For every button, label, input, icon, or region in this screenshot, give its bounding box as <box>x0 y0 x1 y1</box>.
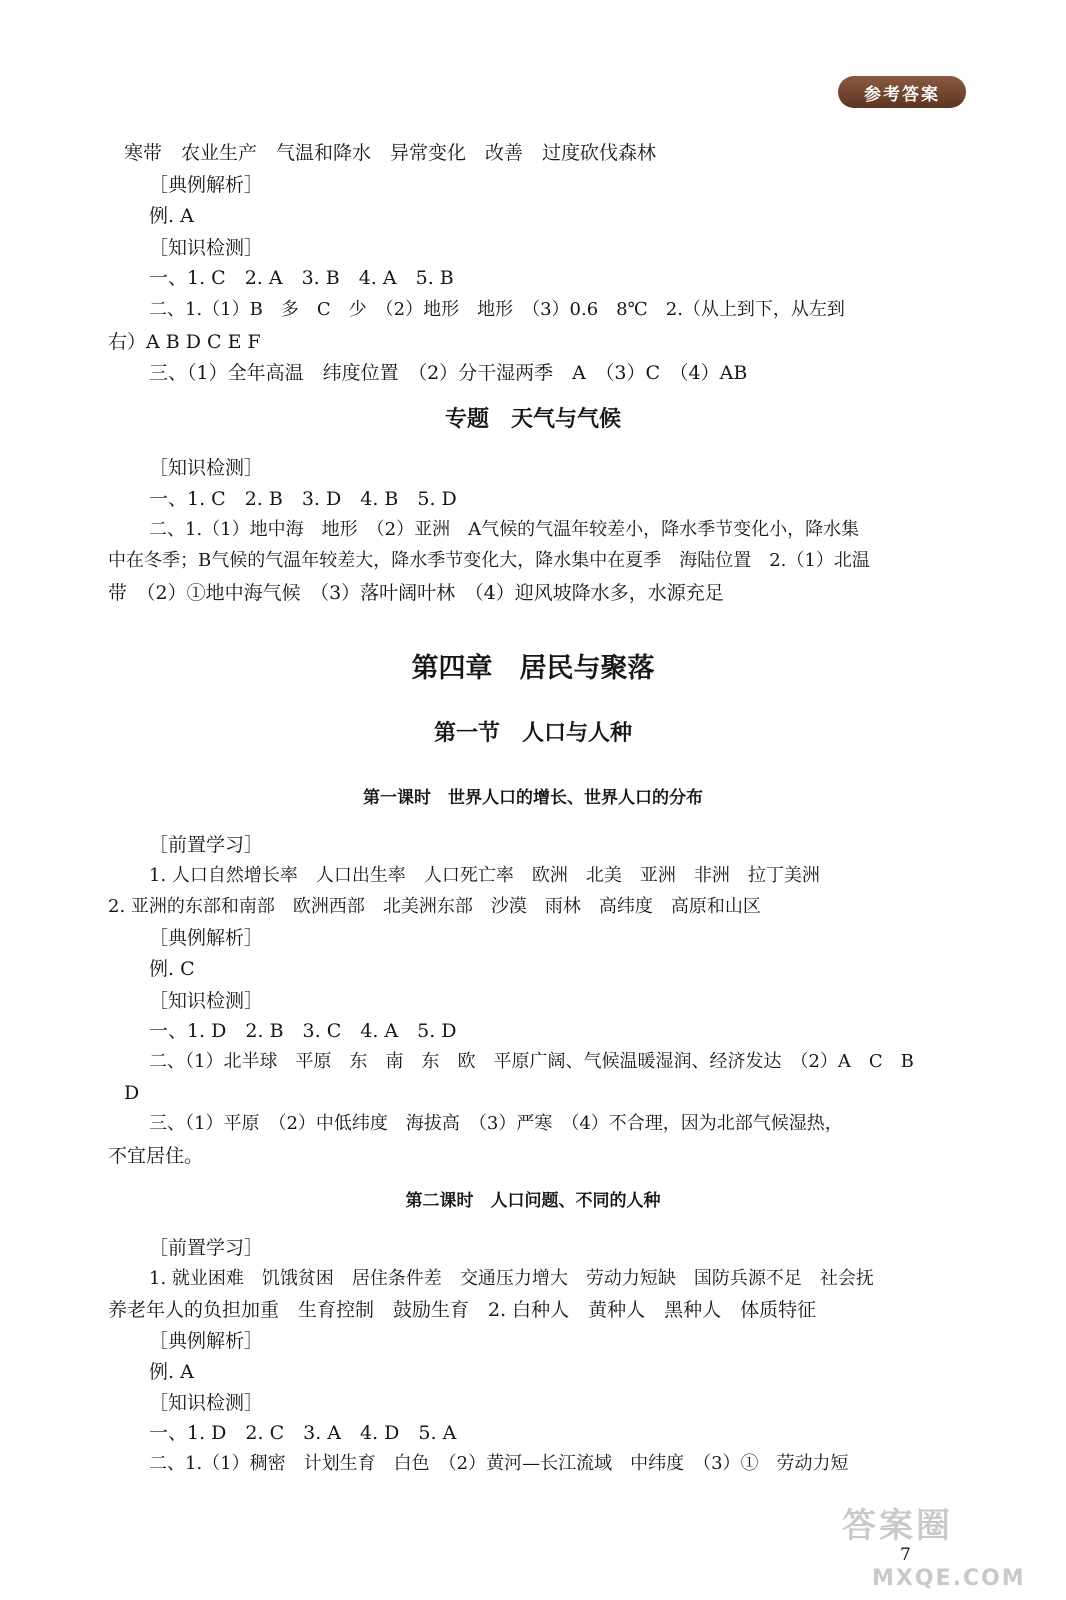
topic-heading: 专题 天气与气候 <box>444 406 621 432</box>
text-line: 三、（1）全年高温 纬度位置 （2）分干湿两季 A （3）C （4）AB <box>149 362 748 384</box>
section-heading: 第一节 人口与人种 <box>433 720 632 746</box>
text-line: 养老年人的负担加重 生育控制 鼓励生育 2. 白种人 黄种人 黑种人 体质特征 <box>108 1299 817 1321</box>
text-line: 1. 就业困难 饥饿贫困 居住条件差 交通压力增大 劳动力短缺 国防兵源不足 社会抚 <box>149 1268 874 1289</box>
text-line: 右）A B D C E F <box>108 331 261 353</box>
watermark-logo: 答案圈 <box>842 1506 953 1546</box>
text-line: 一、1. C 2. A 3. B 4. A 5. B <box>149 267 454 289</box>
text-line: 2. 亚洲的东部和南部 欧洲西部 北美洲东部 沙漠 雨林 高纬度 高原和山区 <box>108 896 761 917</box>
answer-key-badge: 参考答案 <box>838 76 966 108</box>
text-line: ［知识检测］ <box>149 237 264 259</box>
text-line: 三、（1）平原 （2）中低纬度 海拔高 （3）严寒 （4）不合理，因为北部气候湿热， <box>149 1113 843 1134</box>
chapter-heading: 第四章 居民与聚落 <box>411 653 655 684</box>
text-line: ［前置学习］ <box>149 1237 264 1259</box>
text-line: 例. A <box>149 205 194 227</box>
text-line: ［前置学习］ <box>149 834 264 856</box>
page-number: 7 <box>900 1545 911 1565</box>
text-line: 例. A <box>149 1361 194 1383</box>
text-line: 中在冬季；B气候的气温年较差大，降水季节变化大，降水集中在夏季 海陆位置 2.（1）北温 <box>108 550 870 571</box>
lesson-heading: 第二课时 人口问题、不同的人种 <box>405 1191 661 1211</box>
text-line: 不宜居住。 <box>108 1145 204 1167</box>
text-line: 二、（1）北半球 平原 东 南 东 欧 平原广阔、气候温暖湿润、经济发达 （2）A C B <box>149 1051 914 1072</box>
text-line: 1. 人口自然增长率 人口出生率 人口死亡率 欧洲 北美 亚洲 非洲 拉丁美洲 <box>149 865 820 886</box>
text-line: 一、1. C 2. B 3. D 4. B 5. D <box>149 488 457 510</box>
text-line: 寒带 农业生产 气温和降水 异常变化 改善 过度砍伐森林 <box>124 142 657 164</box>
text-line: ［知识检测］ <box>149 990 264 1012</box>
text-line: 一、1. D 2. B 3. C 4. A 5. D <box>149 1020 457 1042</box>
text-line: 二、1.（1）地中海 地形 （2）亚洲 A气候的气温年较差小，降水季节变化小，降水集 <box>149 519 860 540</box>
text-line: ［知识检测］ <box>149 457 264 479</box>
text-line: ［典例解析］ <box>149 174 264 196</box>
text-line: 例. C <box>149 958 195 980</box>
text-line: ［典例解析］ <box>149 927 264 949</box>
lesson-heading: 第一课时 世界人口的增长、世界人口的分布 <box>363 788 703 808</box>
text-line: D <box>124 1082 140 1104</box>
text-line: ［典例解析］ <box>149 1330 264 1352</box>
watermark-url: MXQE.COM <box>872 1566 1026 1591</box>
text-line: ［知识检测］ <box>149 1392 264 1414</box>
text-line: 二、1.（1）B 多 C 少 （2）地形 地形 （3）0.6 8℃ 2.（从上到下，从左到 <box>149 299 845 320</box>
text-line: 一、1. D 2. C 3. A 4. D 5. A <box>149 1422 457 1444</box>
text-line: 二、1.（1）稠密 计划生育 白色 （2）黄河—长江流域 中纬度 （3）① 劳动力短 <box>149 1453 849 1474</box>
text-line: 带 （2）①地中海气候 （3）落叶阔叶林 （4）迎风坡降水多，水源充足 <box>108 582 724 604</box>
